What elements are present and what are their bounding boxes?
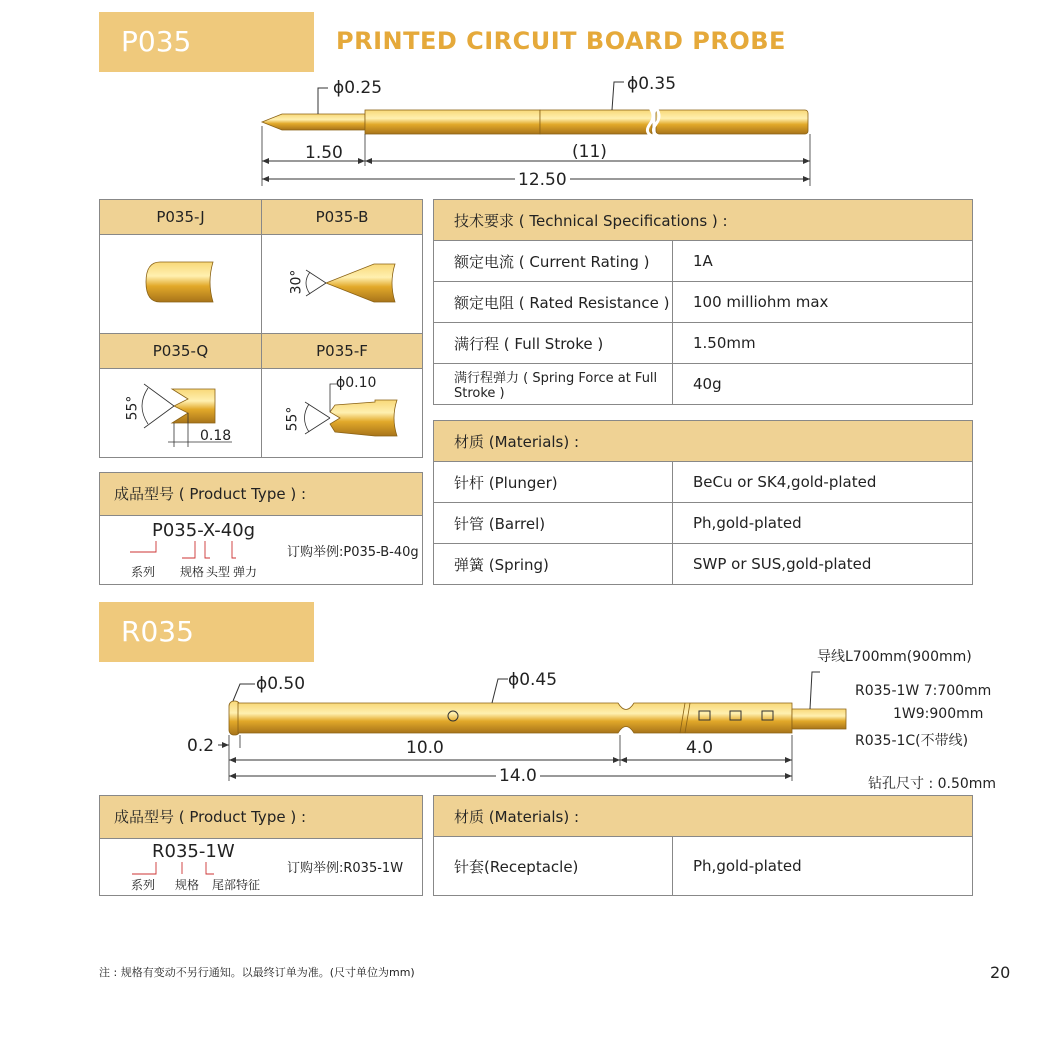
dim-total-length-r: 14.0 <box>496 766 540 786</box>
spec-label: 满行程弹力 ( Spring Force at Full Stroke ) <box>434 364 673 405</box>
spec-value: 1.50mm <box>673 323 973 364</box>
code-part-series: 系列 <box>131 878 156 892</box>
dim-body-diameter-r: ϕ0.45 <box>508 670 558 690</box>
spec-label: 满行程 ( Full Stroke ) <box>434 323 673 364</box>
dim-body-length-r: 10.0 <box>406 738 444 758</box>
spec-value: 40g <box>673 364 973 405</box>
dim-tail-length: 4.0 <box>686 738 714 758</box>
table-row <box>434 837 973 896</box>
code-part-head: 头型 <box>206 565 231 579</box>
tip-f-dim: ϕ0.10 <box>336 375 377 391</box>
wire-option-1: R035-1W 7:700mm <box>855 683 992 699</box>
material-value: Ph,gold-plated <box>673 837 973 896</box>
material-label: 针管 (Barrel) <box>434 503 673 544</box>
material-value: SWP or SUS,gold-plated <box>673 544 973 585</box>
spec-label: 额定电阻 ( Rated Resistance ) <box>434 282 673 323</box>
tip-f-angle: 55° <box>284 406 301 432</box>
dim-tip-length: 1.50 <box>305 143 343 163</box>
p035-materials-header: 材质 (Materials) : <box>434 421 973 462</box>
code-spec: -X <box>197 520 215 541</box>
table-row <box>434 323 973 364</box>
footer-note: 注 : 规格有变动不另行通知。以最终订单为准。(尺寸单位为mm) <box>99 966 415 979</box>
dim-body-length: (11) <box>572 142 607 162</box>
r035-order-example: 订购举例:R035-1W <box>287 861 404 876</box>
page-number: 20 <box>990 963 1011 982</box>
p035-product-type-header: 成品型号 ( Product Type ) : <box>100 473 422 516</box>
code-part-force: 弹力 <box>233 565 258 579</box>
tip-f-label: P035-F <box>262 333 422 369</box>
spec-label: 额定电流 ( Current Rating ) <box>434 241 673 282</box>
page-title: PRINTED CIRCUIT BOARD PROBE <box>336 27 786 55</box>
code-part-spec: 规格 <box>180 565 205 579</box>
wire-option-2: 1W9:900mm <box>893 706 984 722</box>
r035-tab <box>99 602 314 662</box>
dim-head-diameter: ϕ0.50 <box>256 674 306 694</box>
tip-q-dim: 0.18 <box>200 428 232 444</box>
p035-order-example: 订购举例:P035-B-40g <box>287 545 419 560</box>
r035-product-type-header: 成品型号 ( Product Type ) : <box>100 796 422 839</box>
code-part-spec: 规格 <box>175 878 200 892</box>
tip-b-label: P035-B <box>262 200 422 235</box>
tip-b-angle: 30° <box>288 269 305 295</box>
r035-materials-header: 材质 (Materials) : <box>434 796 973 837</box>
code-part-series: 系列 <box>131 565 156 579</box>
dim-body-diameter: ϕ0.35 <box>627 74 677 94</box>
r035-tab-label: R035 <box>121 615 194 648</box>
wire-length-label: 导线L700mm(900mm) <box>817 649 972 665</box>
tip-q-angle: 55° <box>124 395 141 421</box>
dim-head-length: 0.2 <box>187 736 215 756</box>
table-row <box>434 503 973 544</box>
material-label: 针杆 (Plunger) <box>434 462 673 503</box>
p035-tab-label: P035 <box>121 25 192 58</box>
table-row <box>434 282 973 323</box>
code-force: -40g <box>214 520 256 541</box>
p035-materials-table <box>433 420 973 585</box>
p035-product-code <box>152 520 255 541</box>
tip-j-label: P035-J <box>100 200 261 235</box>
r035-materials-table <box>433 795 973 896</box>
material-label: 针套(Receptacle) <box>434 837 673 896</box>
code-part-tail: 尾部特征 <box>212 878 261 892</box>
code-series: R035 <box>152 841 199 862</box>
table-row <box>434 364 973 405</box>
dim-tip-diameter: ϕ0.25 <box>333 78 383 98</box>
spec-value: 100 milliohm max <box>673 282 973 323</box>
table-row <box>434 544 973 585</box>
spec-value: 1A <box>673 241 973 282</box>
tech-specs-table <box>433 199 973 405</box>
tip-q-label: P035-Q <box>100 333 261 369</box>
wire-option-3: R035-1C(不带线) <box>855 733 969 749</box>
material-value: Ph,gold-plated <box>673 503 973 544</box>
table-row <box>434 462 973 503</box>
material-label: 弹簧 (Spring) <box>434 544 673 585</box>
table-row <box>434 241 973 282</box>
r035-product-code <box>152 841 235 862</box>
material-value: BeCu or SK4,gold-plated <box>673 462 973 503</box>
drill-size: 钻孔尺寸 : 0.50mm <box>868 776 997 792</box>
code-series: P035 <box>152 520 198 541</box>
grid-divider <box>261 199 262 458</box>
tech-specs-header: 技术要求 ( Technical Specifications ) : <box>434 200 973 241</box>
dim-total-length: 12.50 <box>515 170 570 190</box>
code-spec: -1W <box>198 841 235 862</box>
